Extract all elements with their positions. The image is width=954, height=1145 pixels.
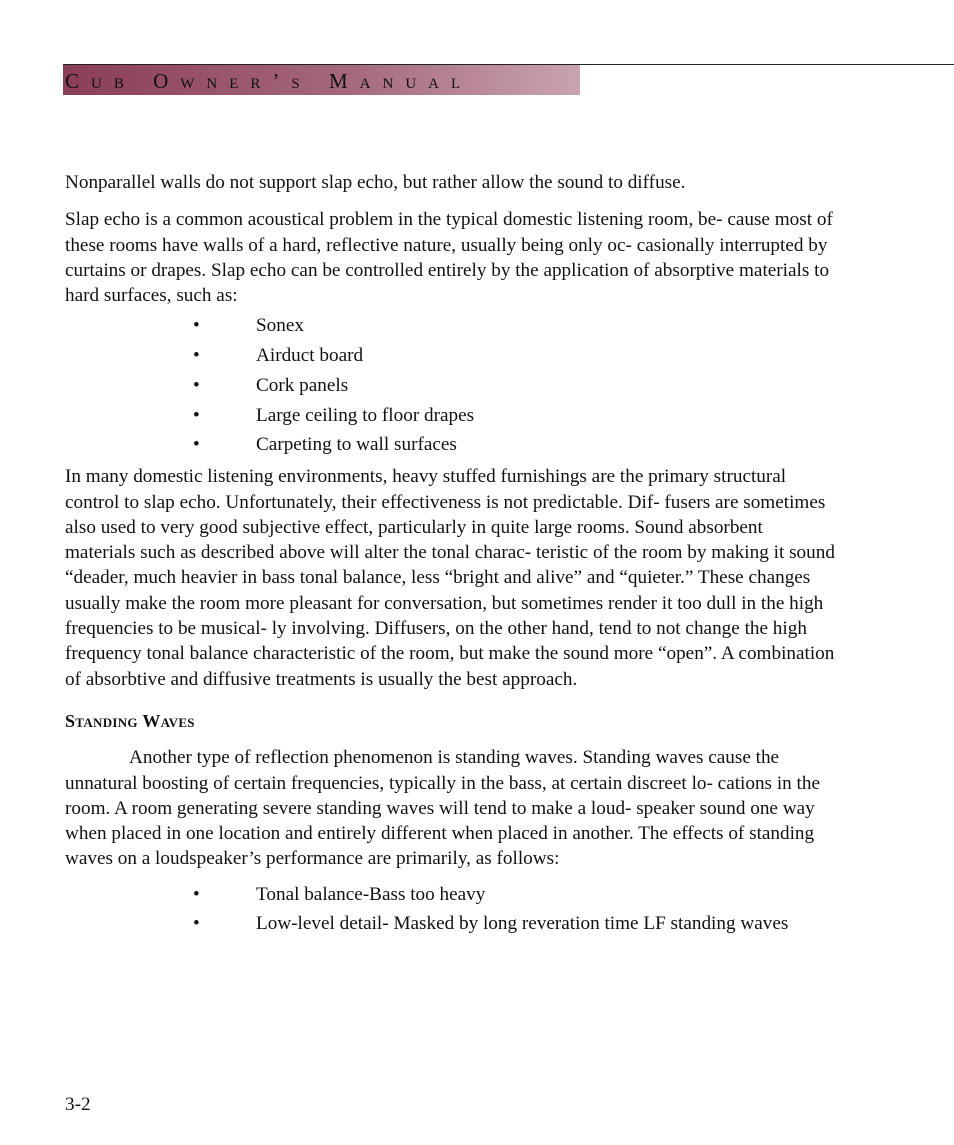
list-item-text: Low-level detail- Masked by long reveration time LF standing waves — [256, 913, 789, 935]
list-item-text: Cork panels — [256, 374, 349, 396]
list-item — [65, 884, 835, 905]
section-heading-standing-waves: Standing Waves — [65, 710, 195, 731]
paragraph-nonparallel-walls: Nonparallel walls do not support slap echo, but rather allow the sound to diffuse. — [65, 172, 686, 193]
list-item-text: Airduct board — [256, 345, 364, 367]
bullet-icon: • — [193, 315, 200, 337]
list-item-text: Tonal balance-Bass too heavy — [256, 883, 486, 905]
bullet-icon: • — [193, 434, 200, 456]
page-content — [65, 170, 835, 943]
list-item — [65, 345, 835, 366]
paragraph-stuffed-furnishings: In many domestic listening environments, heavy stuffed furnishings are the primary structural control to slap echo. Unfortunately, their effectiveness is not predictable. Dif- fusers are sometimes also used to very good subjective effect, particularly in quite large rooms. Sound absorbent materials such as described above will alter the tonal charac- teristic of the room by making it sound “deader, much heavier in bass tonal balance, less “bright and alive” and “quieter.” These changes usually make the room more pleasant for conversation, but sometimes render it too dull in the high frequencies to be musical- ly involving. Diffusers, on the other hand, tend to not change the high frequency tonal balance characteristic of the room, but make the sound more “open”. A combination of absorbtive and diffusive treatments is usually the best approach. — [65, 466, 835, 690]
absorptive-materials-list — [65, 315, 835, 455]
standing-wave-effects-list — [65, 884, 835, 935]
bullet-icon: • — [193, 404, 200, 426]
list-item — [65, 405, 835, 426]
list-item — [65, 434, 835, 455]
bullet-icon: • — [193, 345, 200, 367]
header-band — [63, 65, 580, 95]
list-item-text: Carpeting to wall surfaces — [256, 434, 457, 456]
manual-title: Cub Owner’s Manual — [65, 69, 473, 93]
bullet-icon: • — [193, 913, 200, 935]
bullet-icon: • — [193, 883, 200, 905]
list-item — [65, 315, 835, 336]
paragraph-slap-echo: Slap echo is a common acoustical problem in the typical domestic listening room, be- cause most of these rooms have walls of a hard, reflective nature, usually being only oc- casionally interrupted by curtains or drapes. Slap echo can be controlled entirely by the application of absorptive materials to hard surfaces, such as: — [65, 209, 833, 307]
bullet-icon: • — [193, 374, 200, 396]
page-number: 3-2 — [65, 1094, 91, 1115]
list-item — [65, 375, 835, 396]
list-item — [65, 913, 835, 934]
paragraph-standing-waves: Another type of reflection phenomenon is standing waves. Standing waves cause the unnatural boosting of certain frequencies, typically in the bass, at certain discreet lo- cations in the room. A room generating severe standing waves will tend to make a loud- speaker sound one way when placed in one location and entirely different when placed in another. The effects of standing waves on a loudspeaker’s performance are primarily, as follows: — [65, 747, 820, 870]
list-item-text: Large ceiling to floor drapes — [256, 404, 475, 426]
list-item-text: Sonex — [256, 315, 304, 337]
